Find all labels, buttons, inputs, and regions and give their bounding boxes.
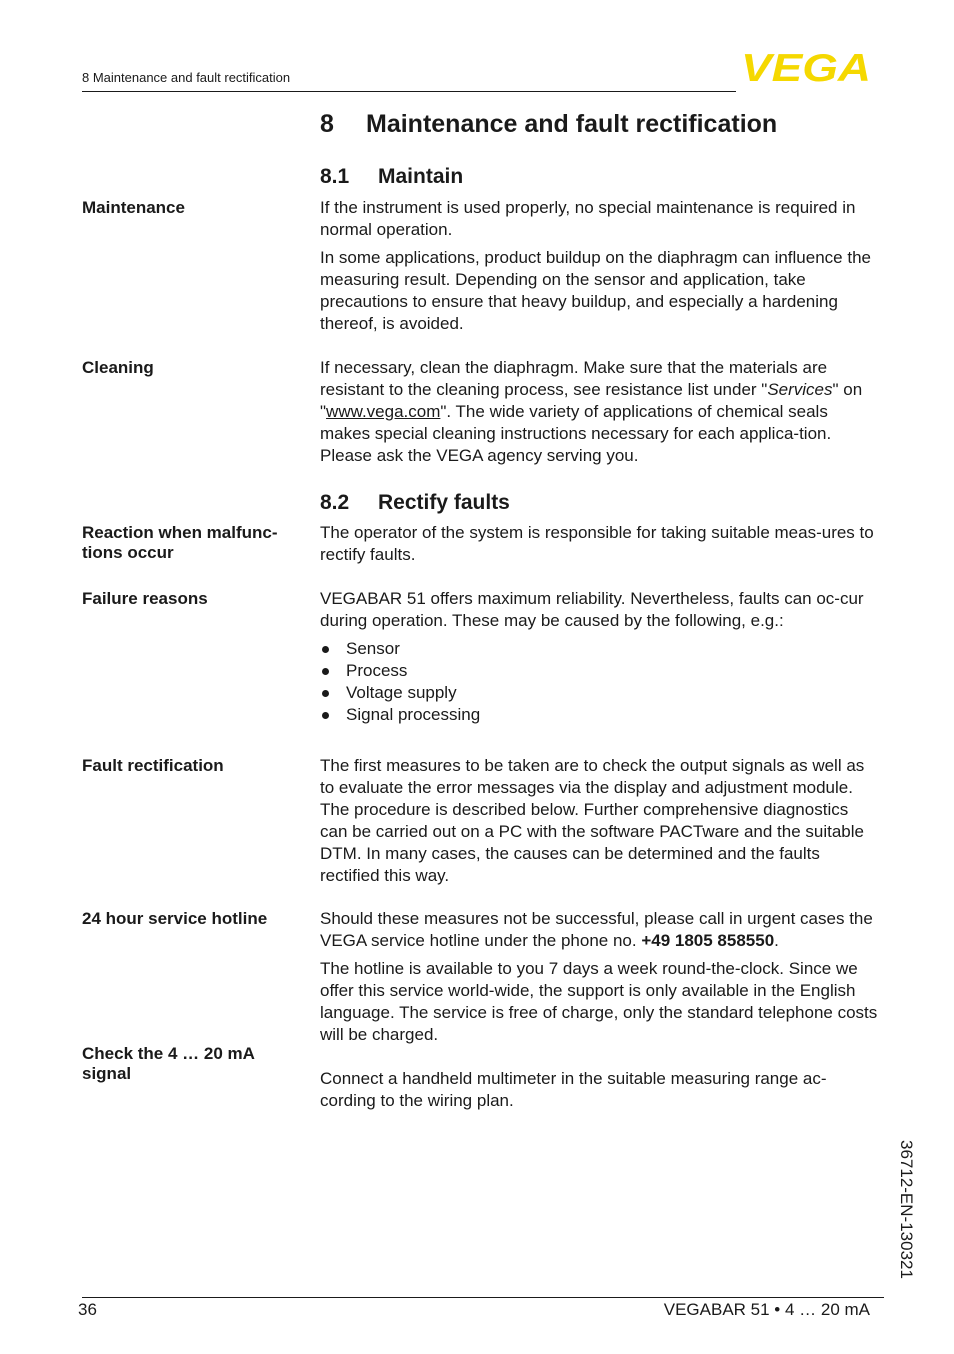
chapter-number: 8: [320, 110, 334, 138]
section-8-2-heading: [320, 491, 510, 515]
section-8-2-number: 8.2: [320, 491, 350, 514]
cleaning-text-1: If necessary, clean the diaphragm. Make sure that the materials are resistant to the cleaning process, see resistance list under ": [320, 358, 828, 399]
failure-reasons-body: [320, 588, 880, 726]
cleaning-label: Cleaning: [82, 358, 154, 377]
failure-reasons-label: Failure reasons: [82, 589, 208, 608]
page-number: 36: [78, 1300, 97, 1319]
hotline-text-1: Should these measures not be successful, please call in urgent cases the VEGA service hotline under the phone no.: [320, 909, 873, 950]
chapter-heading: [320, 110, 777, 139]
maintenance-body: [320, 197, 880, 335]
cleaning-paragraph: [320, 357, 880, 467]
footer-product: VEGABAR 51 • 4 … 20 mA: [663, 1300, 870, 1319]
failure-reasons-list: [320, 638, 880, 726]
check-signal-paragraph: Connect a handheld multimeter in the suitable measuring range ac-cording to the wiring plan.: [320, 1069, 827, 1110]
fault-rectification-paragraph: The first measures to be taken are to check the output signals as well as to evaluate the error messages via the display and adjustment module. The procedure is described below. Further comprehensive diagnostics can be carried out on a PC with the software PACTware and the suitable DTM. In many cases, the causes can be determined and the faults rectified this way.: [320, 756, 865, 885]
failure-reasons-paragraph: VEGABAR 51 offers maximum reliability. Nevertheless, faults can oc-cur during operation. These may be caused by the following, e.g.:: [320, 589, 864, 630]
hotline-text-2: .: [774, 931, 779, 950]
maintenance-paragraph-2: In some applications, product buildup on the diaphragm can influence the measuring result. Depending on the sensor and application, take precautions to ensure that heavy buildup, and especially a hardening thereof, is avoided.: [320, 248, 871, 333]
hotline-paragraph-1: [320, 908, 880, 952]
reaction-paragraph: The operator of the system is responsible for taking suitable meas-ures to rectify faults.: [320, 523, 874, 564]
section-8-1-heading: [320, 165, 463, 189]
vega-logo-text: VEGA: [741, 50, 871, 84]
list-item: Signal processing: [320, 704, 880, 726]
hotline-body: [320, 908, 880, 1046]
list-item: Voltage supply: [320, 682, 880, 704]
maintenance-label: Maintenance: [82, 198, 185, 217]
reaction-body: [320, 522, 880, 566]
maintenance-paragraph-1: If the instrument is used properly, no special maintenance is required in normal operation.: [320, 198, 856, 239]
running-header: 8 Maintenance and fault rectification: [82, 70, 291, 85]
hotline-label: 24 hour service hotline: [82, 909, 268, 928]
header-rule: [82, 91, 736, 92]
section-8-1-number: 8.1: [320, 165, 350, 188]
list-item: Process: [320, 660, 880, 682]
hotline-phone: +49 1805 858550: [641, 931, 775, 950]
check-signal-body: [320, 1068, 880, 1112]
hotline-paragraph-2: The hotline is available to you 7 days a week round-the-clock. Since we offer this service world-wide, the support is only available in the English language. The service is free of charge, only the standard telephone costs will be charged.: [320, 959, 878, 1044]
check-signal-label: Check the 4 … 20 mA signal: [82, 1044, 255, 1083]
reaction-label: Reaction when malfunc-tions occur: [82, 523, 278, 562]
vega-logo: [741, 50, 873, 89]
section-8-2-title: Rectify faults: [378, 491, 510, 514]
cleaning-body: [320, 357, 880, 467]
footer-rule: [82, 1297, 884, 1298]
fault-rectification-body: [320, 755, 880, 887]
cleaning-text-2: " on ": [320, 380, 863, 421]
vega-website-link[interactable]: www.vega.com: [326, 402, 441, 421]
section-8-1-title: Maintain: [378, 165, 464, 188]
list-item: Sensor: [320, 638, 880, 660]
fault-rectification-label: Fault rectification: [82, 756, 224, 775]
chapter-title: Maintenance and fault rectification: [366, 110, 778, 138]
document-code: 36712-EN-130321: [897, 1140, 916, 1279]
cleaning-text-3: ". The wide variety of applications of chemical seals makes special cleaning instructions necessary for each applica-tion. Please ask the VEGA agency serving you.: [320, 402, 832, 465]
services-term: Services: [767, 380, 833, 399]
